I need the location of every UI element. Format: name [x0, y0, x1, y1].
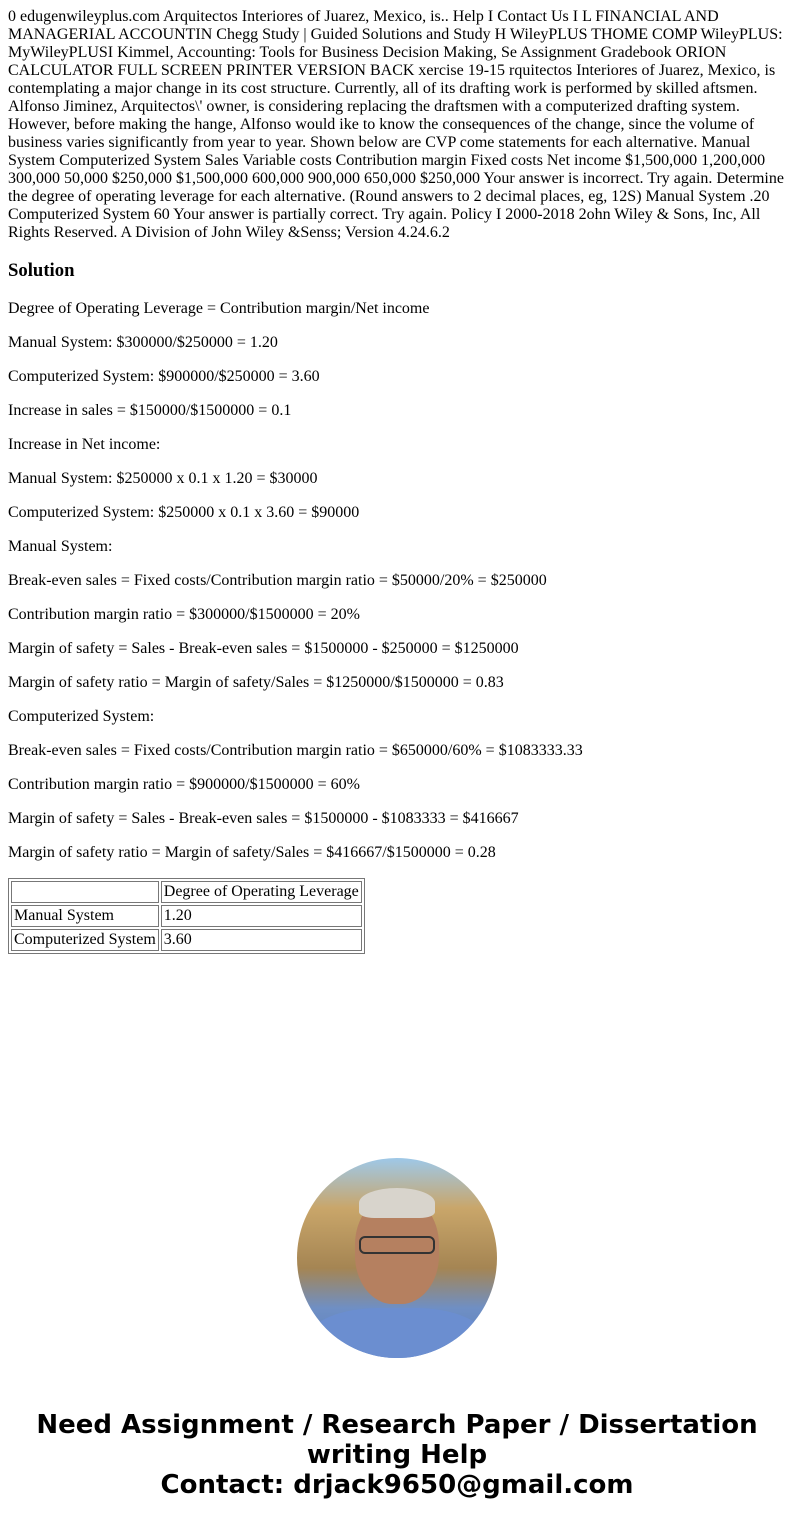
solution-body — [8, 300, 786, 862]
solution-line: Computerized System: — [8, 708, 155, 725]
solution-line: Computerized System: $900000/$250000 = 3.60 — [8, 368, 320, 385]
avatar-container — [8, 1158, 786, 1358]
solution-line: Manual System: $250000 x 0.1 x 1.20 = $30000 — [8, 470, 318, 487]
solution-line: Degree of Operating Leverage = Contribution margin/Net income — [8, 300, 430, 317]
dol-table — [8, 878, 365, 954]
solution-line: Computerized System: $250000 x 0.1 x 3.60 = $90000 — [8, 504, 360, 521]
footer-promo — [8, 1410, 786, 1500]
solution-line: Manual System: — [8, 538, 113, 555]
solution-line: Contribution margin ratio = $300000/$1500000 = 20% — [8, 606, 360, 623]
table-cell: Computerized System — [11, 929, 159, 951]
solution-line: Margin of safety = Sales - Break-even sales = $1500000 - $1083333 = $416667 — [8, 810, 519, 827]
footer-line-contact: Contact: drjack9650@gmail.com — [160, 1470, 634, 1500]
solution-line: Margin of safety ratio = Margin of safety/Sales = $1250000/$1500000 = 0.83 — [8, 674, 504, 691]
table-row — [11, 929, 362, 951]
solution-line: Increase in Net income: — [8, 436, 161, 453]
table-cell: Degree of Operating Leverage — [161, 881, 362, 903]
table-header-row — [11, 881, 362, 903]
solution-line: Break-even sales = Fixed costs/Contribution margin ratio = $50000/20% = $250000 — [8, 572, 547, 589]
solution-line: Break-even sales = Fixed costs/Contribution margin ratio = $650000/60% = $1083333.33 — [8, 742, 583, 759]
question-text: 0 edugenwileyplus.com Arquitectos Interiores of Juarez, Mexico, is.. Help I Contact Us I L FINANCIAL AND MANAGERIAL ACCOUNTIN Chegg Study | Guided Solutions and Study H WileyPLUS THOME COMP WileyPLUS: MyWileyPLUSI Kimmel, Accounting: Tools for Business Decision Making, Se Assignment Gradebook ORION CALCULATOR FULL SCREEN PRINTER VERSION BACK xercise 19-15 rquitectos Interiores of Juarez, Mexico, is contemplating a major change in its cost structure. Currently, all of its drafting work is performed by skilled aftsmen. Alfonso Jiminez, Arquitectos\' owner, is considering replacing the draftsmen with a computerized drafting system. However, before making the hange, Alfonso would ike to know the consequences of the change, since the volume of business varies significantly from year to year. Shown below are CVP come statements for each alternative. Manual System Computerized System Sales Variable costs Contribution margin Fixed costs Net income $1,500,000 1,200,000 300,000 50,000 $250,000 $1,500,000 600,000 900,000 650,000 $250,000 Your answer is incorrect. Try again. Determine the degree of operating leverage for each alternative. (Round answers to 2 decimal places, eg, 12S) Manual System .20 Computerized System 60 Your answer is partially correct. Try again. Policy I 2000-2018 2ohn Wiley & Sons, Inc, All Rights Reserved. A Division of John Wiley &Senss; Version 4.24.6.2 — [8, 8, 784, 241]
solution-line: Contribution margin ratio = $900000/$1500000 = 60% — [8, 776, 360, 793]
table-row — [11, 905, 362, 927]
solution-heading: Solution — [8, 260, 75, 281]
solution-line: Manual System: $300000/$250000 = 1.20 — [8, 334, 278, 351]
avatar — [297, 1158, 497, 1358]
solution-line: Margin of safety ratio = Margin of safety/Sales = $416667/$1500000 = 0.28 — [8, 844, 496, 861]
table-cell — [11, 881, 159, 903]
footer-line-help: Need Assignment / Research Paper / Dissertation writing Help — [36, 1410, 758, 1470]
table-cell: 3.60 — [161, 929, 362, 951]
table-cell: 1.20 — [161, 905, 362, 927]
solution-line: Increase in sales = $150000/$1500000 = 0.1 — [8, 402, 292, 419]
solution-line: Margin of safety = Sales - Break-even sales = $1500000 - $250000 = $1250000 — [8, 640, 519, 657]
table-cell: Manual System — [11, 905, 159, 927]
